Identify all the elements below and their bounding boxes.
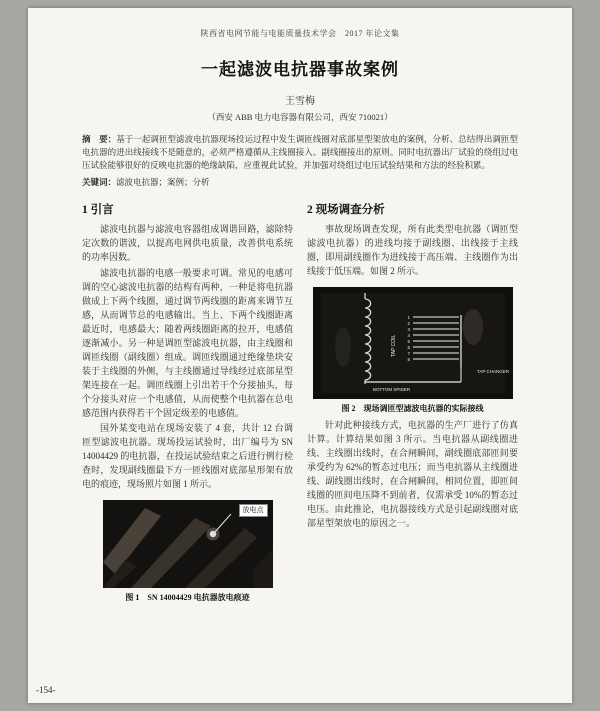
discharge-point-label: 放电点: [239, 504, 268, 516]
figure-1: [82, 500, 293, 604]
section-2-paragraph-1: 事故现场调查发现，所有此类型电抗器（调匝型滤波电抗器）的进线均接于副线圈、出线接于主线圈，即用副线圈作为进线接于高压端、主线圈作为出线接于低压端。如图 2 所示。: [307, 224, 518, 277]
paper-title: 一起滤波电抗器事故案例: [201, 60, 399, 79]
abstract-text: 基于一起调匝型滤波电抗器现场投运过程中发生调匝线圈对底部星型架放电的案例，分析、总结得出调匝型电抗器的进出线接线不是随意的，必须严格遵循从主线圈接入、副线圈接出的原则。同时电抗器出厂试验的绕组过电压试验能够很好的反映电抗器的绝缘缺陷，应重视此试验，并加强对绕组过电压试验结果和方法的经验积累。: [82, 134, 518, 171]
figure-2-photo: [313, 287, 513, 399]
author-name: 王雪梅: [285, 96, 315, 107]
author-affiliation: （西安 ABB 电力电容器有限公司，西安 710021）: [207, 112, 393, 122]
section-1-paragraph-2: 滤波电抗器的电感一般要求可调。常见的电感可调的空心滤波电抗器的结构有两种，一种是将电抗器做成上下两个线圈，通过调节两线圈的距离来调节互感，从而调节总的电感输出。当上、下两个线圈距离最近时，电感最大；随着两线圈距离的拉开，电感值逐渐减小。另一种是调匝型滤波电抗器，由主线圈和调匝线圈（副线圈）组成。调匝线圈通过绝缘垫块安装于主线圈的外侧，与主线圈通过导线经过底部星型架连接在一起。调匝线圈上引出若干个分接抽头，每个分接头对应一个电感值，从而使整个电抗器在总电感范围内获得若干个固定级差的电感值。: [82, 268, 293, 418]
wiring-diagram-graphic: [313, 287, 513, 399]
section-2-heading: 2 现场调查分析: [307, 203, 385, 216]
keywords-label: 关键词：: [82, 176, 117, 187]
figure-2: [307, 287, 518, 415]
abstract: [82, 133, 518, 173]
two-column-body: [82, 196, 518, 609]
figure-1-photo: [103, 500, 273, 588]
tap-coil-label: TAP COIL: [390, 334, 397, 358]
tap-number: 8: [406, 357, 410, 363]
tap-changer-label: TAP CHANGER: [476, 369, 509, 375]
keywords-text: 滤波电抗器；案例；分析: [116, 176, 210, 187]
tap-number: 3: [406, 327, 410, 333]
tap-number: 1: [406, 315, 410, 321]
left-column: [82, 196, 293, 609]
right-column: [307, 196, 518, 609]
tap-number: 4: [406, 333, 410, 339]
tap-number: 5: [406, 339, 410, 345]
section-1-paragraph-3: 国外某变电站在现场安装了 4 套，共计 12 台调匝型滤波电抗器。现场投运试验时，出厂编号为 SN 14004429 的电抗器，在投运试验结束之后进行例行检查时，发现副线圈最下方一匝线圈对底部星形架有放电的痕迹，现场照片如图 1 所示。: [82, 423, 293, 490]
keywords: [82, 176, 518, 188]
page-number: -154-: [36, 685, 56, 695]
figure-1-caption: 图 1 SN 14004429 电抗器放电痕迹: [125, 593, 250, 603]
tap-number: 6: [406, 345, 410, 351]
tap-number: 2: [406, 321, 410, 327]
section-1-paragraph-1: 滤波电抗器与滤波电容器组成调谐回路，滤除特定次数的谐波，以提高电网供电质量，改善供电系统的功率因数。: [82, 224, 293, 263]
section-1-heading: 1 引言: [82, 203, 114, 216]
page-content: [28, 8, 572, 609]
abstract-label: 摘 要：: [82, 134, 117, 144]
bottom-spider-label: BOTTOM SPIDER: [372, 387, 410, 393]
section-2-paragraph-2: 针对此种接线方式，电抗器的生产厂进行了仿真计算。计算结果如图 3 所示。当电抗器从副线圈进线、主线圈出线时，在合闸瞬间，副线圈底部匝间要承受约为 62%的暂态过电压；而当电抗器从主线圈进线、副线圈出线时，在合闸瞬间，相同位置，即匝间线圈的匝间电压降不到前者，仅需承受 10%的暂态过电压。由此推论，电抗器接线方式是引起副线圈对底部星型架放电的原因之一。: [307, 420, 518, 529]
paper-page: [28, 8, 572, 703]
proceedings-header: 陕西省电网节能与电能质量技术学会 2017 年论文集: [200, 29, 400, 38]
figure-2-caption: 图 2 现场调匝型滤波电抗器的实际接线: [341, 404, 484, 414]
tap-number: 7: [406, 351, 410, 357]
